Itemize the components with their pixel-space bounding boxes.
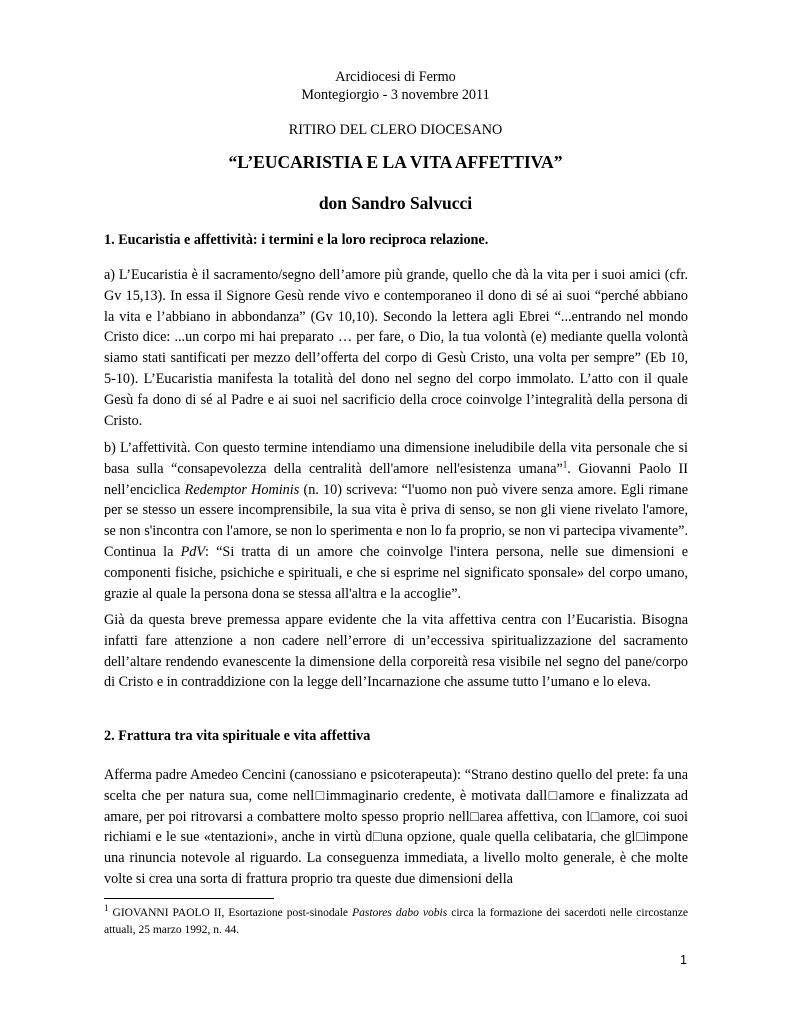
paragraph-b-text3: (n. 10) scriveva: “l'uomo non può vivere senza amore. Egli rimane per se stesso un essere incomprensibile, la sua vita è priva di senso, se non gli viene rivelato l'amore, se non s'incontra con l'amore, se non lo sperimenta e non lo fa proprio, se non vi partecipa vivamente”. Continua la bbox=[104, 481, 688, 560]
paragraph-a: a) L’Eucaristia è il sacramento/segno dell’amore più grande, quello che dà la vita per i suoi amici (cfr. Gv 15,13). In essa il Signore Gesù rende vivo e contemporaneo il dono di sé ai suoi “perché abbiano la vita e l’abbiano in abbondanza” (Gv 10,10). Secondo la lettera agli Ebrei “...entrando nel mondo Cristo dice: ...un corpo mi hai preparato … per fare, o Dio, la tua volontà (e) mediante quella volontà siamo stati santificati per mezzo dell’offerta del corpo di Gesù Cristo, una volta per sempre” (Eb 10, 5-10). L’Eucaristia manifesta la totalità del dono nel segno del corpo immolato. L’atto con il quale Gesù fa dono di sé al Padre e ai suoi nel sacrificio della croce coinvolge l’integralità della persona di Cristo. bbox=[104, 267, 688, 429]
section1-heading: 1. Eucaristia e affettività: i termini e la loro reciproca relazione. bbox=[104, 232, 489, 248]
section2-heading: 2. Frattura tra vita spirituale e vita affettiva bbox=[104, 728, 371, 744]
author-name: don Sandro Salvucci bbox=[318, 193, 473, 213]
paragraph-b-text2: . Giovanni Paolo II nell’enciclica bbox=[104, 460, 688, 498]
footnote-text1: GIOVANNI PAOLO II, Esortazione post-sinodale bbox=[108, 907, 353, 919]
diocese-line: Arcidiocesi di Fermo bbox=[335, 69, 456, 85]
date-line: Montegiorgio - 3 novembre 2011 bbox=[301, 87, 490, 103]
document-title: “L’EUCARISTIA E LA VITA AFFETTIVA” bbox=[228, 152, 563, 172]
footnote-text2: circa la formazione dei sacerdoti nelle circostanze attuali, 25 marzo 1992, n. 44. bbox=[104, 907, 688, 936]
paragraph-b bbox=[104, 438, 688, 604]
paragraph-section2: Afferma padre Amedeo Cencini (canossiano e psicoterapeuta): “Strano destino quello del prete: fa una scelta che per natura sua, come nell□immaginario credente, è motivata dall□amore e finalizzata ad amare, per poi ritrovarsi a combattere molto spesso proprio nell□area affettiva, con l□amore, coi suoi richiami e le sue «tentazioni», anche in virtù d□una opzione, quale quella celibataria, che gl□impone una rinuncia notevole al riguardo. La conseguenza immediata, a livello molto generale, è che molte volte si crea una sorta di frattura proprio tra queste due dimensioni della bbox=[104, 767, 688, 887]
paragraph-b-text1: b) L’affettività. Con questo termine intendiamo una dimensione ineludibile della vita personale che si basa sulla “consapevolezza della centralità dell'amore nell'esistenza umana” bbox=[104, 440, 688, 477]
footnote-italic: Pastores dabo vobis bbox=[352, 907, 448, 919]
footnote-ref: 1 bbox=[562, 459, 568, 470]
footnote-number: 1 bbox=[104, 903, 109, 914]
paragraph-c: Già da questa breve premessa appare evidente che la vita affettiva centra con l’Eucaristia. Bisogna infatti fare attenzione a non cadere nell’errore di un’eccessiva spiritualizzazione del sacramento dell’altare rendendo evanescente la dimensione della corporeità resa visibile nel segno del pane/corpo di Cristo e in contraddizione con la legge dell’Incarnazione che assume tutto l’umano e lo eleva. bbox=[104, 612, 688, 691]
footnote bbox=[104, 905, 688, 939]
paragraph-b-italic1: Redemptor Hominis bbox=[184, 481, 300, 498]
event-line: RITIRO DEL CLERO DIOCESANO bbox=[288, 122, 503, 138]
footnote-divider bbox=[104, 898, 274, 899]
paragraph-b-text4: : “Si tratta di un amore che coinvolge l'intera persona, nelle sue dimensioni e componenti fisiche, psichiche e spirituali, e che si esprime nel significato sponsale» del corpo umano, grazie al quale la persona dona se stessa all'altra e la accoglie”. bbox=[104, 543, 688, 602]
paragraph-b-italic2: PdV bbox=[180, 543, 206, 560]
page-number: 1 bbox=[680, 953, 687, 967]
